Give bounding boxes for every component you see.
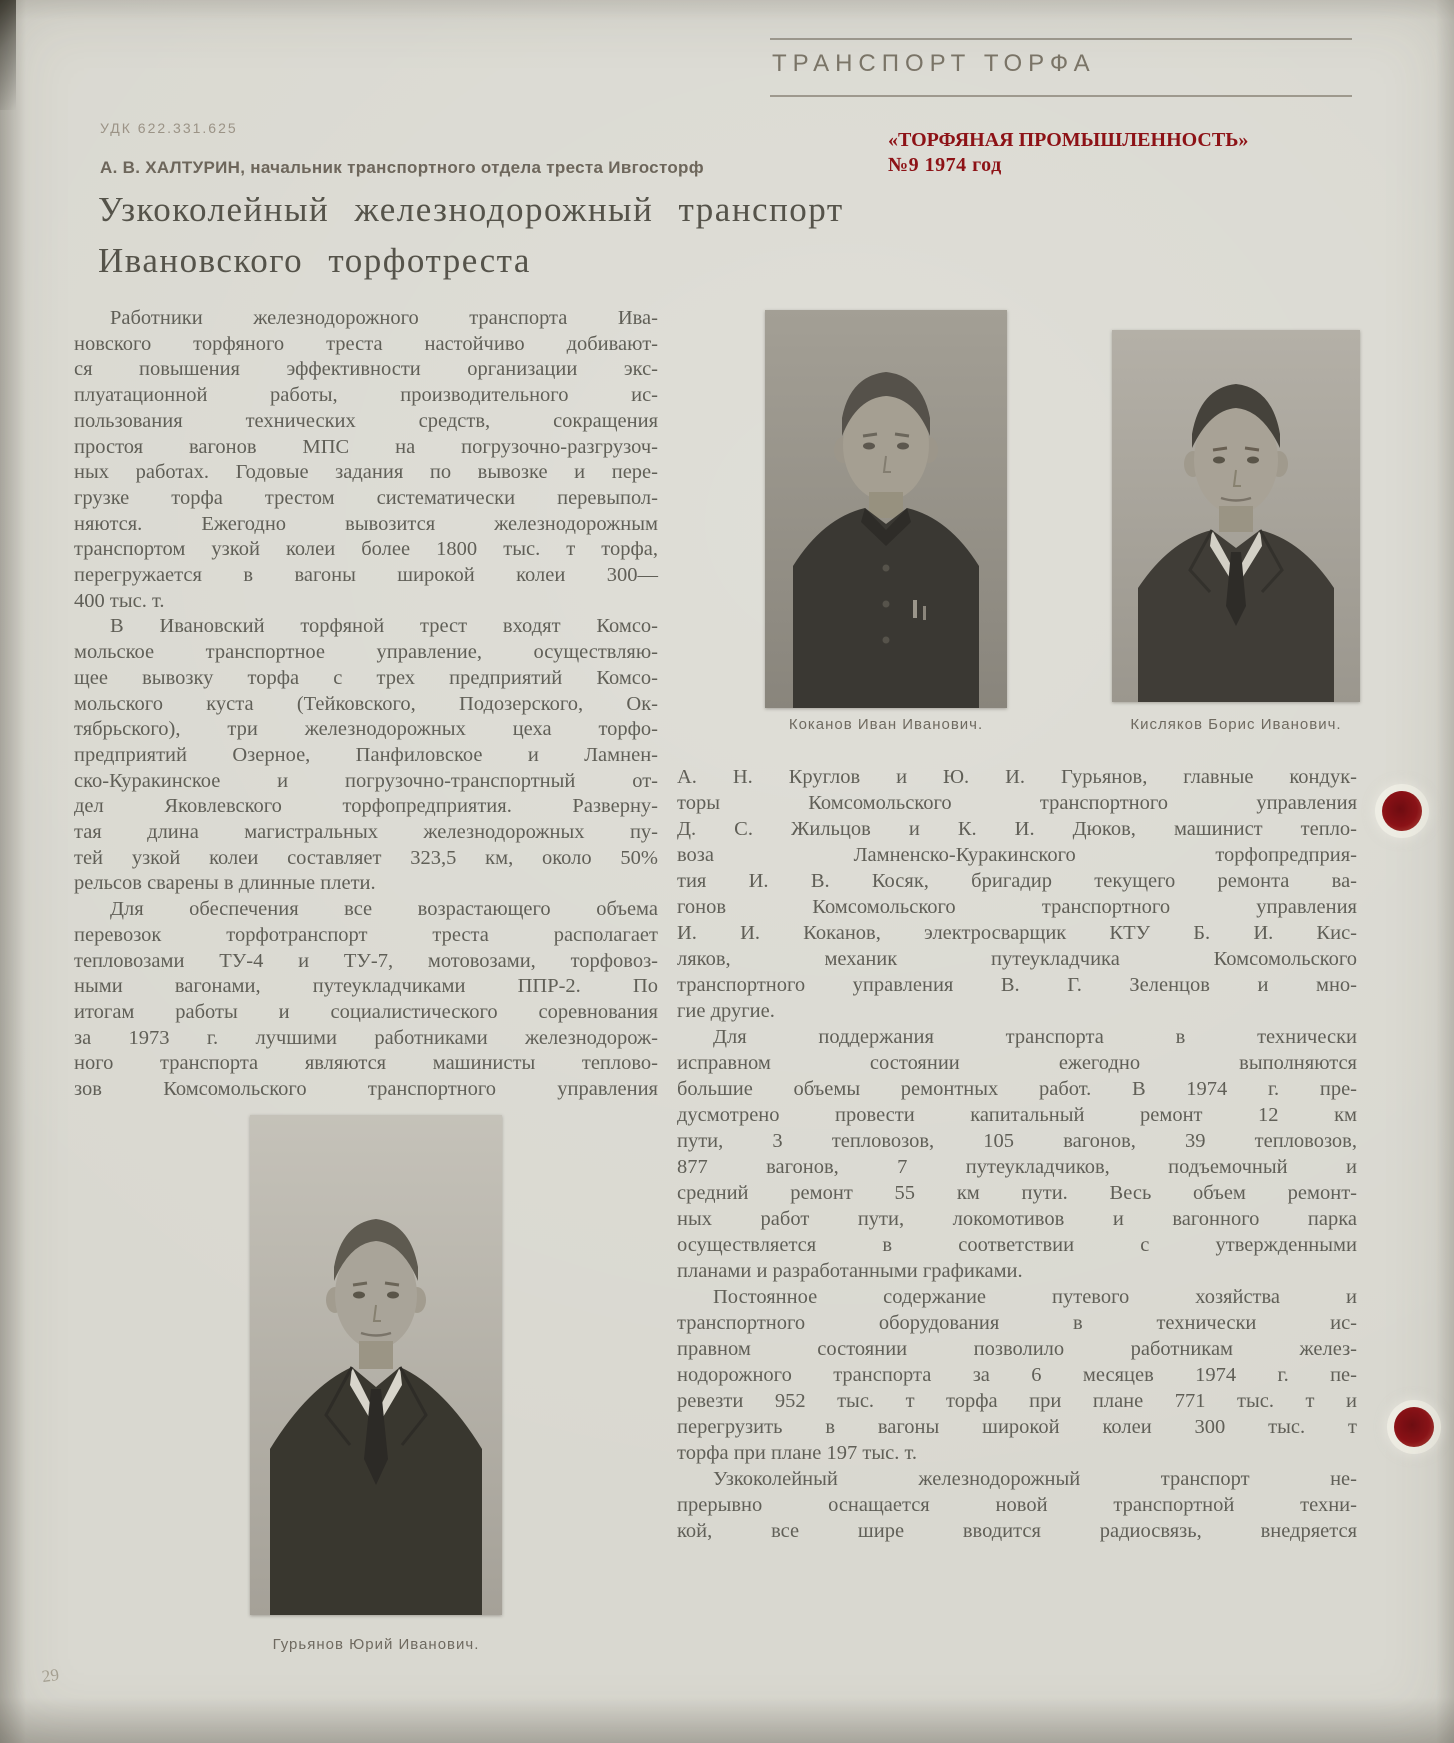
- journal-stamp: [888, 128, 1248, 178]
- text-line: ляков, механик путеукладчика Комсомольского: [677, 948, 1357, 970]
- text-line: большие объемы ремонтных работ. В 1974 г. пре-: [677, 1078, 1357, 1100]
- journal-stamp-title: «ТОРФЯНАЯ ПРОМЫШЛЕННОСТЬ»: [888, 129, 1249, 151]
- text-line: ных работ пути, локомотивов и вагонного парка: [677, 1208, 1357, 1230]
- text-line: Постоянное содержание путевого хозяйства и: [713, 1286, 1357, 1308]
- text-line: перегружается в вагоны широкой колеи 300—: [74, 564, 658, 587]
- text-line: мольского куста (Тейковского, Подозерского, Ок-: [74, 692, 658, 715]
- article-title-line2: Ивановского торфотреста: [98, 241, 531, 280]
- paragraph: [677, 1466, 1357, 1544]
- text-line: 877 вагонов, 7 путеукладчиков, подъемочный и: [677, 1156, 1357, 1178]
- header-rule-bottom: [770, 95, 1352, 97]
- text-line: няются. Ежегодно вывозится железнодорожным: [74, 512, 658, 535]
- text-line: кой, все шире вводится радиосвязь, внедряется: [677, 1520, 1357, 1542]
- text-line: простоя вагонов МПС на погрузочно-разгрузоч-: [74, 435, 658, 458]
- text-line: пользования технических средств, сокращения: [74, 409, 658, 432]
- journal-stamp-issue: №9 1974 год: [888, 154, 1002, 176]
- red-ink-dot: [1382, 791, 1422, 831]
- text-line: перевозок торфотранспорт треста располагает: [74, 923, 658, 946]
- text-line: Работники железнодорожного транспорта Ива-: [110, 307, 658, 329]
- text-line: средний ремонт 55 км пути. Весь объем ремонт-: [677, 1182, 1357, 1204]
- text-line: И. И. Коканов, электросварщик КТУ Б. И. Кис-: [677, 922, 1357, 944]
- portrait-photo-kokanov: [765, 310, 1007, 708]
- text-line: ревезти 952 тыс. т торфа при плане 771 тыс. т и: [677, 1390, 1357, 1412]
- text-line: плуатационной работы, производительного ис-: [74, 384, 658, 407]
- text-line: тепловозами ТУ-4 и ТУ-7, мотовозами, торфовоз-: [74, 949, 658, 972]
- text-line: тая длина магистральных железнодорожных пу-: [74, 821, 658, 844]
- paragraph: [74, 614, 658, 897]
- paragraph: [677, 764, 1357, 1024]
- text-line: тябрьского), три железнодорожных цеха торфо-: [74, 718, 658, 741]
- text-line: ся повышения эффективности организации экс-: [74, 358, 658, 381]
- text-line: грузке торфа трестом систематически перевыпол-: [74, 486, 658, 509]
- text-line: нодорожного транспорта за 6 месяцев 1974 г. пе-: [677, 1364, 1357, 1386]
- scan-edge-shadow: [0, 0, 16, 110]
- text-line: ного транспорта являются машинисты теплово-: [74, 1052, 658, 1075]
- text-line: ско-Куракинское и погрузочно-транспортный от-: [74, 769, 658, 792]
- text-line: новского торфяного треста настойчиво добивают-: [74, 332, 658, 355]
- text-line: Д. С. Жильцов и К. И. Дюков, машинист тепло-: [677, 818, 1357, 840]
- text-line: перегрузить в вагоны широкой колеи 300 тыс. т: [677, 1416, 1357, 1438]
- author-role: начальник транспортного отдела треста Ивгосторф: [250, 158, 704, 177]
- photo-caption-kislyakov: Кисляков Борис Иванович.: [1130, 716, 1342, 733]
- text-line: Для обеспечения все возрастающего объема: [110, 898, 658, 921]
- text-line: тей узкой колеи составляет 323,5 км, около 50%: [74, 846, 658, 869]
- text-line: мольское транспортное управление, осуществляю-: [74, 641, 658, 664]
- text-line: Узкоколейный железнодорожный транспорт не-: [713, 1468, 1357, 1490]
- photo-caption-guryanov: Гурьянов Юрий Иванович.: [272, 1636, 480, 1653]
- photo-caption-kokanov: Коканов Иван Иванович.: [788, 716, 984, 733]
- text-line: зов Комсомольского транспортного управления: [74, 1078, 658, 1101]
- text-line: планами и разработанными графиками.: [677, 1260, 1023, 1282]
- text-line: гие другие.: [677, 1000, 775, 1022]
- portrait-photo-kislyakov: [1112, 330, 1360, 702]
- text-line: дел Яковлевского торфопредприятия. Разверну-: [74, 795, 658, 818]
- text-line: тия И. В. Косяк, бригадир текущего ремонта ва-: [677, 870, 1357, 892]
- text-line: исправном состоянии ежегодно выполняются: [677, 1052, 1357, 1074]
- text-line: дусмотрено провести капитальный ремонт 12 км: [677, 1104, 1357, 1126]
- text-line: 400 тыс. т.: [74, 589, 165, 612]
- author-name: А. В. ХАЛТУРИН,: [100, 158, 246, 177]
- text-line: ных работах. Годовые задания по вывозке и пере-: [74, 461, 658, 484]
- text-line: торфа при плане 197 тыс. т.: [677, 1442, 918, 1464]
- text-line: ными вагонами, путеукладчиками ППР-2. По: [74, 975, 658, 998]
- text-line: щее вывозку торфа с трех предприятий Комсо-: [74, 666, 658, 689]
- paragraph: [74, 897, 658, 1103]
- left-column: [74, 306, 658, 1103]
- text-line: за 1973 г. лучшими работниками железнодорож-: [74, 1026, 658, 1049]
- paragraph: [677, 1024, 1357, 1284]
- text-line: правном состоянии позволило работникам желез-: [677, 1338, 1357, 1360]
- text-line: прерывно оснащается новой транспортной техни-: [677, 1494, 1357, 1516]
- text-line: рельсов сварены в длинные плети.: [74, 872, 376, 895]
- byline: [100, 158, 860, 178]
- text-line: осуществляется в соответствии с утвержденными: [677, 1234, 1357, 1256]
- text-line: транспортного оборудования в технически ис-: [677, 1312, 1357, 1334]
- article-title-line1: Узкоколейный железнодорожный транспорт: [98, 190, 844, 229]
- text-line: транспортом узкой колеи более 1800 тыс. т торфа,: [74, 538, 658, 561]
- udk-code: УДК 622.331.625: [100, 120, 238, 136]
- section-header: ТРАНСПОРТ ТОРФА: [772, 50, 1096, 77]
- text-line: А. Н. Круглов и Ю. И. Гурьянов, главные кондук-: [677, 766, 1357, 788]
- text-line: гонов Комсомольского транспортного управления: [677, 896, 1357, 918]
- text-line: воза Ламненско-Куракинского торфопредприя-: [677, 844, 1357, 866]
- red-ink-dot: [1394, 1407, 1434, 1447]
- right-column: [677, 764, 1357, 1544]
- text-line: В Ивановский торфяной трест входят Комсо-: [110, 615, 658, 638]
- page-number: 29: [40, 1664, 61, 1687]
- text-line: пути, 3 тепловозов, 105 вагонов, 39 тепловозов,: [677, 1130, 1357, 1152]
- header-rule-top: [770, 38, 1352, 40]
- paragraph: [677, 1284, 1357, 1466]
- text-line: Для поддержания транспорта в технически: [713, 1026, 1357, 1048]
- text-line: предприятий Озерное, Панфиловское и Ламнен-: [74, 743, 658, 766]
- text-line: торы Комсомольского транспортного управления: [677, 792, 1357, 814]
- paragraph: [74, 306, 658, 614]
- portrait-photo-guryanov: [250, 1115, 502, 1615]
- text-line: транспортного управления В. Г. Зеленцов и мно-: [677, 974, 1357, 996]
- text-line: итогам работы и социалистического соревнования: [74, 1000, 658, 1023]
